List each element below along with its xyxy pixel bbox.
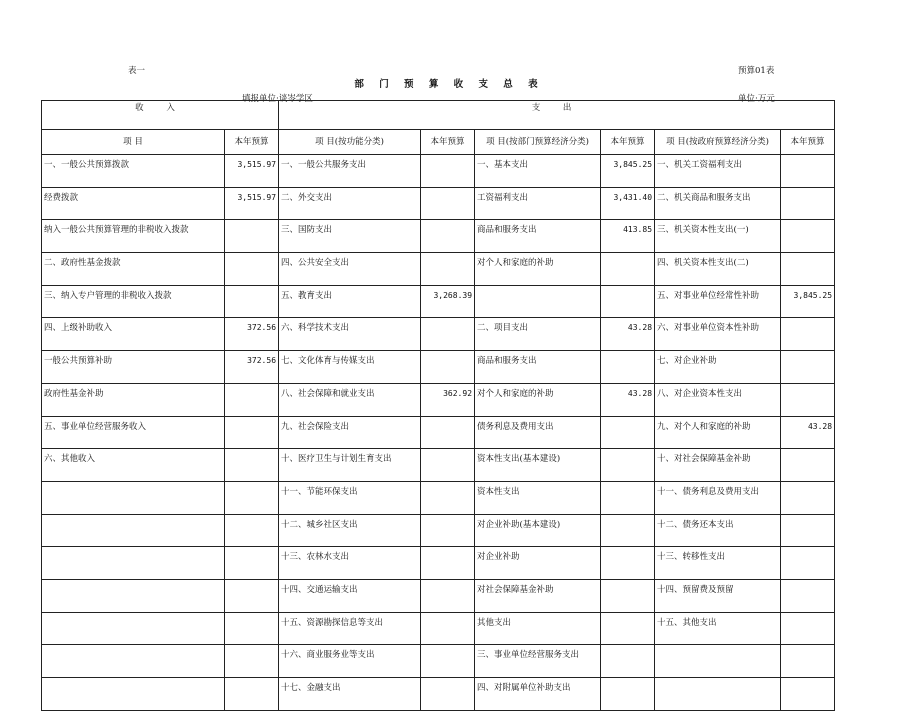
cell-dept-econ-budget: 413.85 <box>601 220 655 253</box>
cell-dept-econ-budget <box>601 416 655 449</box>
table-row <box>42 416 835 449</box>
cell-gov-econ-budget <box>781 449 835 482</box>
table-row <box>42 253 835 286</box>
cell-dept-econ-budget <box>601 514 655 547</box>
cell-gov-econ-item <box>655 678 781 711</box>
table-row <box>42 678 835 711</box>
cell-function-item: 二、外交支出 <box>279 187 421 220</box>
cell-dept-econ-item: 对企业补助 <box>475 547 601 580</box>
cell-income-item <box>42 579 225 612</box>
cell-gov-econ-item: 十、对社会保障基金补助 <box>655 449 781 482</box>
table-row <box>42 187 835 220</box>
table-row <box>42 547 835 580</box>
cell-gov-econ-item: 十五、其他支出 <box>655 612 781 645</box>
cell-income-item: 一般公共预算补助 <box>42 351 225 384</box>
cell-function-budget <box>421 155 475 188</box>
cell-income-budget <box>225 220 279 253</box>
cell-dept-econ-item: 其他支出 <box>475 612 601 645</box>
column-header-function-budget: 本年预算 <box>421 130 475 155</box>
cell-function-item: 一、一般公共服务支出 <box>279 155 421 188</box>
cell-gov-econ-item: 五、对事业单位经常性补助 <box>655 285 781 318</box>
cell-function-budget <box>421 253 475 286</box>
cell-function-item: 五、教育支出 <box>279 285 421 318</box>
cell-dept-econ-item: 债务利息及费用支出 <box>475 416 601 449</box>
cell-function-budget <box>421 449 475 482</box>
cell-dept-econ-item: 资本性支出 <box>475 481 601 514</box>
cell-income-item <box>42 645 225 678</box>
cell-gov-econ-item: 八、对企业资本性支出 <box>655 383 781 416</box>
table-row <box>42 220 835 253</box>
cell-income-budget <box>225 547 279 580</box>
cell-function-item: 三、国防支出 <box>279 220 421 253</box>
cell-income-budget <box>225 285 279 318</box>
cell-function-budget <box>421 220 475 253</box>
cell-function-budget <box>421 514 475 547</box>
cell-gov-econ-budget: 43.28 <box>781 416 835 449</box>
cell-income-item: 二、政府性基金拨款 <box>42 253 225 286</box>
cell-function-item: 八、社会保障和就业支出 <box>279 383 421 416</box>
column-header-gov-econ-budget: 本年预算 <box>781 130 835 155</box>
cell-dept-econ-item: 商品和服务支出 <box>475 351 601 384</box>
cell-function-item: 九、社会保险支出 <box>279 416 421 449</box>
cell-dept-econ-item: 一、基本支出 <box>475 155 601 188</box>
table-row <box>42 383 835 416</box>
cell-gov-econ-budget <box>781 351 835 384</box>
column-header-gov-econ-item: 项 目(按政府预算经济分类) <box>655 130 781 155</box>
cell-dept-econ-item: 对个人和家庭的补助 <box>475 383 601 416</box>
group-header-row <box>42 101 835 130</box>
cell-income-budget: 372.56 <box>225 318 279 351</box>
column-header-function-item: 项 目(按功能分类) <box>279 130 421 155</box>
cell-income-budget <box>225 514 279 547</box>
cell-dept-econ-budget: 3,431.40 <box>601 187 655 220</box>
column-header-row <box>42 130 835 155</box>
cell-gov-econ-budget <box>781 612 835 645</box>
expense-group-header: 支 出 <box>279 101 835 130</box>
cell-dept-econ-budget: 3,845.25 <box>601 155 655 188</box>
table-row <box>42 318 835 351</box>
cell-dept-econ-budget <box>601 579 655 612</box>
cell-gov-econ-item: 六、对事业单位资本性补助 <box>655 318 781 351</box>
budget-summary-table <box>41 100 835 711</box>
cell-income-item <box>42 514 225 547</box>
cell-dept-econ-budget <box>601 253 655 286</box>
table-row <box>42 449 835 482</box>
cell-gov-econ-budget <box>781 253 835 286</box>
cell-function-item: 十七、金融支出 <box>279 678 421 711</box>
cell-income-budget <box>225 678 279 711</box>
cell-income-budget: 3,515.97 <box>225 187 279 220</box>
cell-function-budget <box>421 351 475 384</box>
cell-dept-econ-item: 四、对附属单位补助支出 <box>475 678 601 711</box>
cell-income-budget <box>225 253 279 286</box>
cell-dept-econ-item: 商品和服务支出 <box>475 220 601 253</box>
cell-income-item <box>42 547 225 580</box>
cell-gov-econ-item: 三、机关资本性支出(一) <box>655 220 781 253</box>
cell-function-item: 七、文化体育与传媒支出 <box>279 351 421 384</box>
cell-income-item: 纳入一般公共预算管理的非税收入拨款 <box>42 220 225 253</box>
table-row <box>42 645 835 678</box>
cell-income-item: 三、纳入专户管理的非税收入拨款 <box>42 285 225 318</box>
page-title: 部 门 预 算 收 支 总 表 <box>354 79 544 90</box>
income-group-header: 收 入 <box>42 101 279 130</box>
cell-gov-econ-budget <box>781 547 835 580</box>
cell-function-item: 十二、城乡社区支出 <box>279 514 421 547</box>
cell-function-item: 十四、交通运输支出 <box>279 579 421 612</box>
cell-income-budget: 3,515.97 <box>225 155 279 188</box>
cell-gov-econ-item: 十四、预留费及预留 <box>655 579 781 612</box>
column-header-dept-econ-budget: 本年预算 <box>601 130 655 155</box>
cell-dept-econ-budget <box>601 481 655 514</box>
cell-function-item: 四、公共安全支出 <box>279 253 421 286</box>
cell-function-item: 十三、农林水支出 <box>279 547 421 580</box>
cell-function-budget <box>421 579 475 612</box>
table-row <box>42 514 835 547</box>
cell-gov-econ-budget <box>781 187 835 220</box>
cell-gov-econ-budget <box>781 155 835 188</box>
cell-gov-econ-budget: 3,845.25 <box>781 285 835 318</box>
cell-function-item: 十五、资源勘探信息等支出 <box>279 612 421 645</box>
cell-gov-econ-budget <box>781 318 835 351</box>
cell-function-budget <box>421 612 475 645</box>
cell-gov-econ-budget <box>781 645 835 678</box>
cell-gov-econ-budget <box>781 514 835 547</box>
cell-dept-econ-budget: 43.28 <box>601 318 655 351</box>
currency-unit-label: 单位:万元 <box>738 94 775 104</box>
table-row <box>42 285 835 318</box>
cell-income-budget <box>225 481 279 514</box>
table-number-label: 表一 <box>128 66 146 76</box>
cell-dept-econ-budget <box>601 645 655 678</box>
cell-function-budget <box>421 416 475 449</box>
cell-function-item: 十一、节能环保支出 <box>279 481 421 514</box>
cell-income-budget <box>225 416 279 449</box>
cell-dept-econ-budget <box>601 612 655 645</box>
cell-function-budget <box>421 481 475 514</box>
cell-dept-econ-budget <box>601 678 655 711</box>
column-header-dept-econ-item: 项 目(按部门预算经济分类) <box>475 130 601 155</box>
cell-income-budget <box>225 645 279 678</box>
table-row <box>42 481 835 514</box>
cell-dept-econ-item: 对个人和家庭的补助 <box>475 253 601 286</box>
cell-income-item: 六、其他收入 <box>42 449 225 482</box>
cell-dept-econ-item <box>475 285 601 318</box>
cell-income-item: 一、一般公共预算拨款 <box>42 155 225 188</box>
column-header-income-item: 项 目 <box>42 130 225 155</box>
cell-dept-econ-budget <box>601 449 655 482</box>
cell-dept-econ-budget <box>601 285 655 318</box>
cell-income-item: 经费拨款 <box>42 187 225 220</box>
cell-dept-econ-item: 二、项目支出 <box>475 318 601 351</box>
table-row <box>42 579 835 612</box>
cell-function-item: 十六、商业服务业等支出 <box>279 645 421 678</box>
cell-income-item: 四、上级补助收入 <box>42 318 225 351</box>
cell-gov-econ-budget <box>781 220 835 253</box>
cell-gov-econ-budget <box>781 383 835 416</box>
cell-gov-econ-budget <box>781 481 835 514</box>
table-row <box>42 612 835 645</box>
table-row <box>42 351 835 384</box>
cell-income-budget: 372.56 <box>225 351 279 384</box>
cell-income-item <box>42 481 225 514</box>
cell-function-budget <box>421 645 475 678</box>
cell-dept-econ-budget <box>601 351 655 384</box>
cell-function-budget <box>421 678 475 711</box>
cell-gov-econ-item: 一、机关工资福利支出 <box>655 155 781 188</box>
cell-gov-econ-item <box>655 645 781 678</box>
cell-function-budget <box>421 318 475 351</box>
cell-dept-econ-item: 三、事业单位经营服务支出 <box>475 645 601 678</box>
cell-gov-econ-budget <box>781 678 835 711</box>
cell-dept-econ-budget <box>601 547 655 580</box>
cell-income-budget <box>225 383 279 416</box>
table-row <box>42 155 835 188</box>
cell-dept-econ-item: 对社会保障基金补助 <box>475 579 601 612</box>
cell-function-budget <box>421 547 475 580</box>
reporting-unit-label: 填报单位:谈岑学区 <box>242 94 313 104</box>
cell-function-budget: 3,268.39 <box>421 285 475 318</box>
cell-gov-econ-item: 九、对个人和家庭的补助 <box>655 416 781 449</box>
cell-income-budget <box>225 612 279 645</box>
cell-dept-econ-item: 资本性支出(基本建设) <box>475 449 601 482</box>
column-header-income-budget: 本年预算 <box>225 130 279 155</box>
cell-function-item: 六、科学技术支出 <box>279 318 421 351</box>
cell-function-budget: 362.92 <box>421 383 475 416</box>
cell-function-item: 十、医疗卫生与计划生育支出 <box>279 449 421 482</box>
cell-dept-econ-item: 对企业补助(基本建设) <box>475 514 601 547</box>
cell-dept-econ-budget: 43.28 <box>601 383 655 416</box>
cell-income-budget <box>225 449 279 482</box>
cell-income-budget <box>225 579 279 612</box>
cell-gov-econ-item: 二、机关商品和服务支出 <box>655 187 781 220</box>
cell-dept-econ-item: 工资福利支出 <box>475 187 601 220</box>
form-code-label: 预算01表 <box>738 66 775 76</box>
cell-gov-econ-item: 十一、债务利息及费用支出 <box>655 481 781 514</box>
cell-income-item: 政府性基金补助 <box>42 383 225 416</box>
cell-gov-econ-item: 十三、转移性支出 <box>655 547 781 580</box>
cell-income-item: 五、事业单位经营服务收入 <box>42 416 225 449</box>
cell-gov-econ-item: 四、机关资本性支出(二) <box>655 253 781 286</box>
cell-income-item <box>42 612 225 645</box>
cell-function-budget <box>421 187 475 220</box>
cell-gov-econ-item: 十二、债务还本支出 <box>655 514 781 547</box>
cell-income-item <box>42 678 225 711</box>
cell-gov-econ-item: 七、对企业补助 <box>655 351 781 384</box>
cell-gov-econ-budget <box>781 579 835 612</box>
